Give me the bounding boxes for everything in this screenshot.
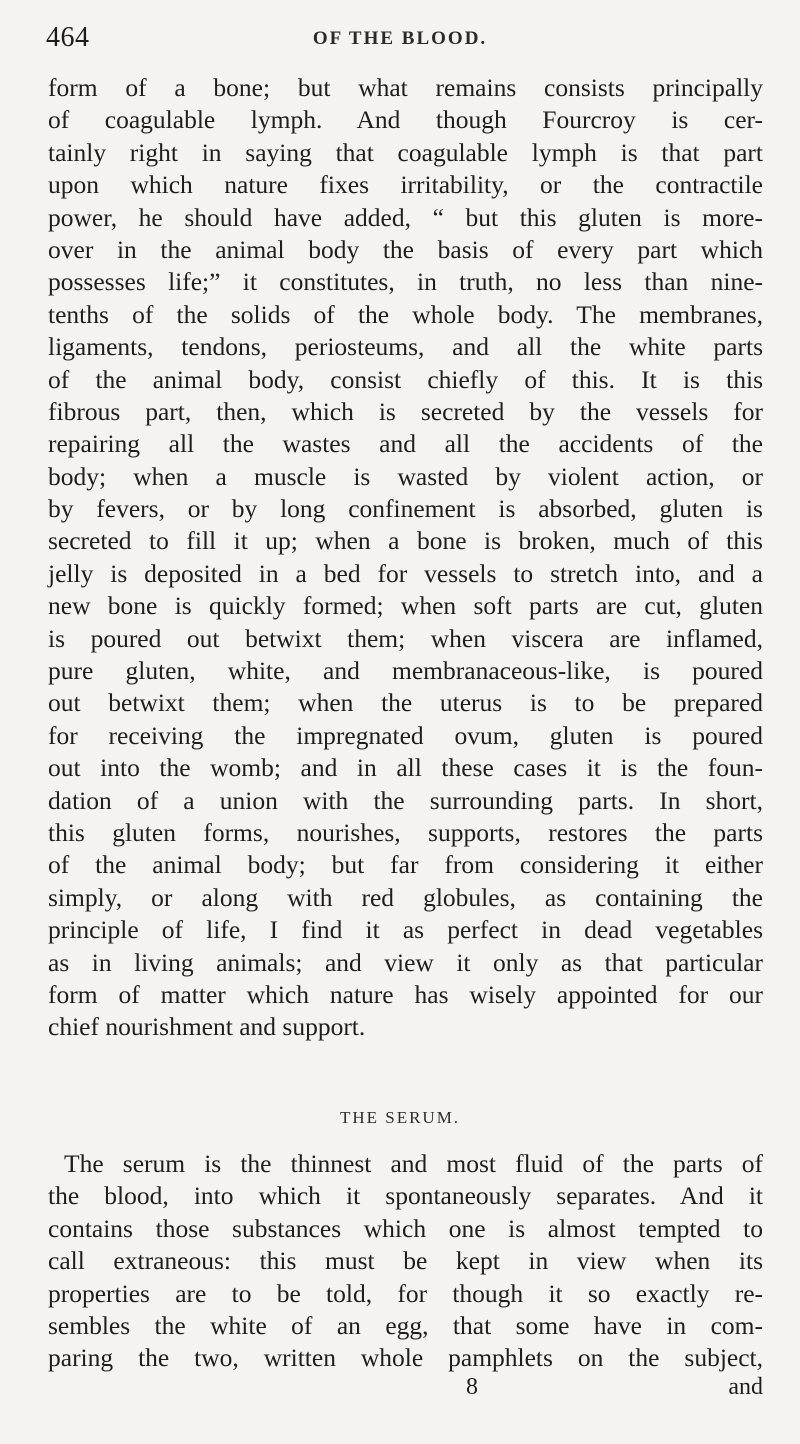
text-line: chief nourishment and support. — [48, 1012, 366, 1042]
text-line: fibrous part, then, which is secreted by the vessels for — [48, 396, 763, 426]
text-line: ligaments, tendons, periosteums, and all the white parts — [48, 332, 763, 362]
text-line: of the animal body; but far from considering it either — [48, 850, 763, 880]
text-line: upon which nature fixes irritability, or the contractile — [48, 170, 763, 200]
text-line: new bone is quickly formed; when soft parts are cut, gluten — [48, 591, 763, 621]
text-line: out into the womb; and in all these cases it is the foun- — [48, 753, 763, 783]
text-line: tainly right in saying that coagulable lymph is that part — [48, 137, 763, 167]
text-line: dation of a union with the surrounding parts. In short, — [48, 785, 763, 815]
text-line: The serum is the thinnest and most fluid of the parts of — [64, 1149, 763, 1178]
text-line: secreted to fill it up; when a bone is broken, much of this — [48, 526, 763, 556]
running-title: OF THE BLOOD. — [312, 28, 488, 49]
text-line: properties are to be told, for though it so exactly re- — [48, 1278, 763, 1308]
page-number: 464 — [46, 22, 90, 53]
text-line: this gluten forms, nourishes, supports, restores the parts — [48, 817, 763, 847]
text-line: paring the two, written whole pamphlets on the subject, — [48, 1343, 763, 1373]
catchword: and — [728, 1374, 763, 1400]
signature-mark: 8 — [466, 1374, 478, 1400]
text-line: power, he should have added, “ but this gluten is more- — [48, 202, 763, 232]
text-line: pure gluten, white, and membranaceous-like, is poured — [48, 656, 763, 686]
text-line: contains those substances which one is almost tempted to — [48, 1213, 763, 1243]
text-line: call extraneous: this must be kept in view when its — [48, 1246, 763, 1276]
text-line: of the animal body, consist chiefly of this. It is this — [48, 364, 763, 394]
text-line: the blood, into which it spontaneously separates. And it — [48, 1181, 763, 1211]
text-line: repairing all the wastes and all the accidents of the — [48, 429, 763, 459]
text-line: form of a bone; but what remains consists principally — [48, 73, 763, 102]
text-line: of coagulable lymph. And though Fourcroy is cer- — [48, 105, 763, 135]
serum-paragraph — [48, 1148, 763, 1375]
running-head — [46, 22, 754, 58]
text-line: is poured out betwixt them; when viscera are inflamed, — [48, 623, 763, 653]
text-line: over in the animal body the basis of every part which — [48, 234, 763, 264]
text-line: as in living animals; and view it only as that particular — [48, 947, 763, 977]
text-line: principle of life, I find it as perfect in dead vegetables — [48, 915, 763, 945]
text-line: jelly is deposited in a bed for vessels to stretch into, and a — [48, 558, 763, 588]
text-line: body; when a muscle is wasted by violent action, or — [48, 461, 763, 491]
text-line: for receiving the impregnated ovum, gluten is poured — [48, 720, 763, 750]
main-paragraph — [48, 72, 763, 1044]
text-line: form of matter which nature has wisely appointed for our — [48, 979, 763, 1009]
text-line: possesses life;” it constitutes, in truth, no less than nine- — [48, 267, 763, 297]
text-line: by fevers, or by long confinement is absorbed, gluten is — [48, 494, 763, 524]
text-line: tenths of the solids of the whole body. The membranes, — [48, 299, 763, 329]
text-line: sembles the white of an egg, that some have in com- — [48, 1310, 763, 1340]
text-line: simply, or along with red globules, as containing the — [48, 882, 763, 912]
text-line: out betwixt them; when the uterus is to be prepared — [48, 688, 763, 718]
section-heading: THE SERUM. — [339, 1108, 461, 1127]
